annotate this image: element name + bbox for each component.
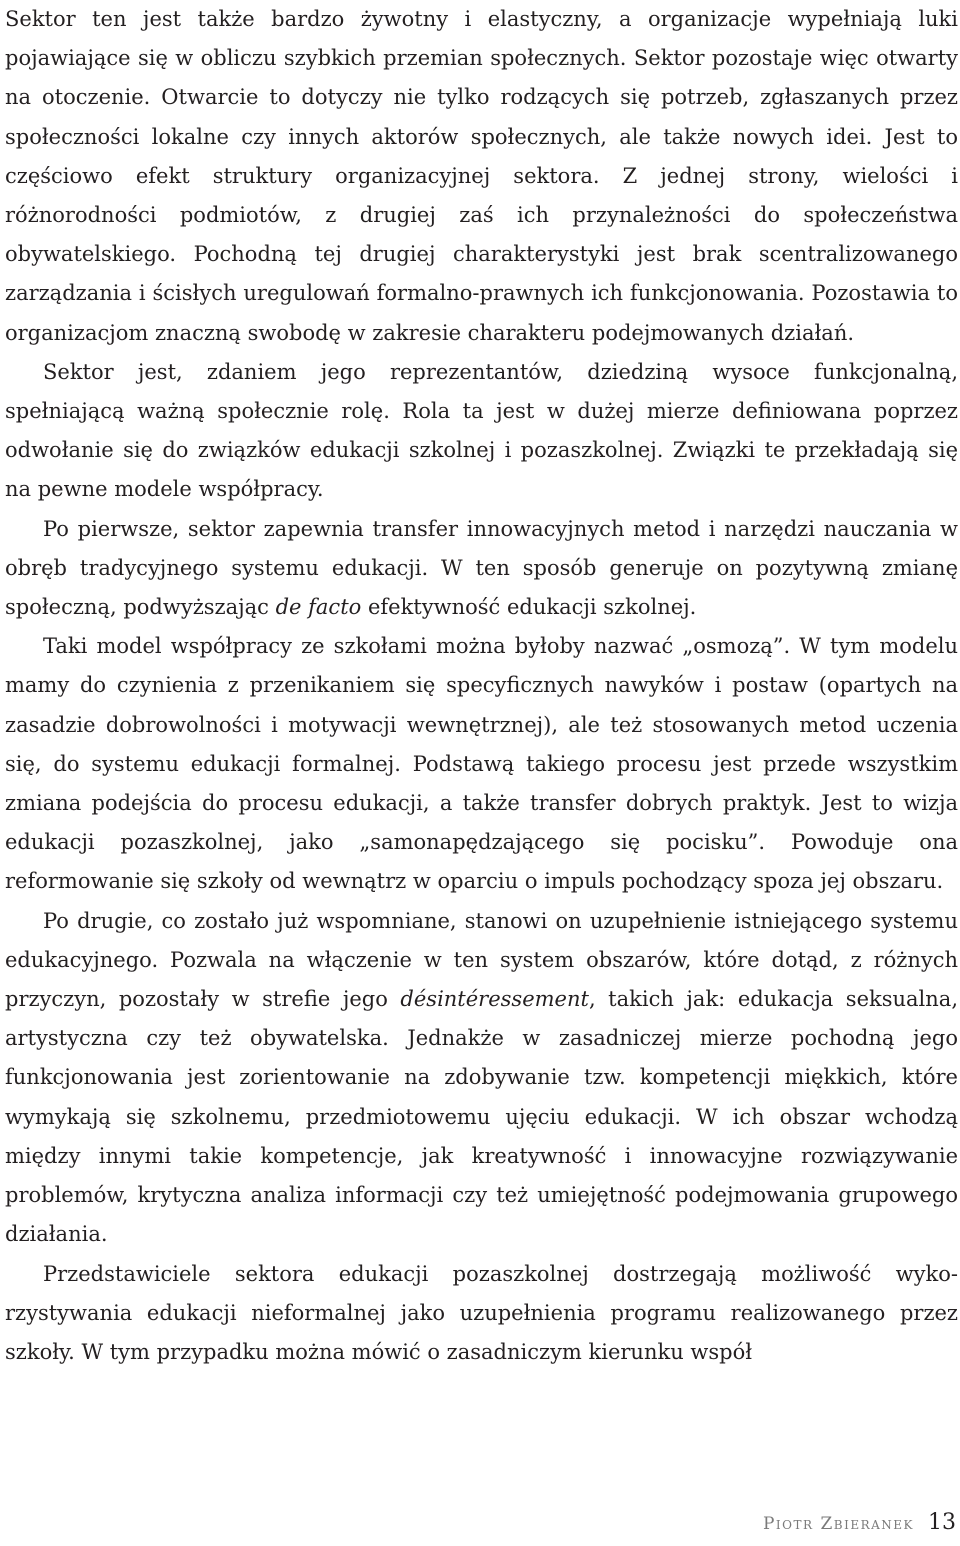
paragraph-5 (5, 902, 958, 1255)
paragraph-4 (5, 627, 958, 901)
paragraph-text-segment: désintéressement (400, 987, 589, 1012)
paragraph-text-segment: efektywność edukacji szkolnej. (361, 595, 697, 620)
paragraph-text-segment: Przedstawiciele sektora edukacji pozaszkolnej dostrzegają możliwość wykorzystywania edukacji nieformalnej jako uzupełnienia programu realizowanego przez szkoły. W tym przypadku można mówić o zasadniczym kierunku współ (5, 1261, 958, 1364)
page-number: 13 (928, 1510, 956, 1535)
footer-author: Piotr Zbieranek (762, 1514, 914, 1534)
paragraph-2 (5, 353, 958, 510)
paragraph-text-segment: Sektor jest, zdaniem jego reprezentantów, dziedziną wysoce funkcjonalną, spełniającą ważną społecznie rolę. Rola ta jest w dużej mierze definiowana poprzez odwołanie się do związków edukacji szkolnej i pozaszkolnej. Związki te przekładają się na pewne modele współpracy. (5, 359, 958, 502)
paragraph-3 (5, 510, 958, 628)
paragraph-text-segment: Po drugie, co zostało już wspomniane, stanowi on uzupełnienie istniejącego systemu edukacyjnego. Pozwala na włączenie w ten system obszarów, które dotąd, z różnych przyczyn, pozostały w strefie jego (5, 908, 958, 1012)
page-body (5, 0, 958, 1372)
paragraph-6 (5, 1255, 958, 1373)
paragraph-text-segment: Taki model współpracy ze szkołami można byłoby nazwać „osmozą”. W tym modelu mamy do czynienia z przenikaniem się specyficznych nawyków i postaw (opartych na zasadzie dobrowolności i motywacji wewnętrznej), ale też stosowanych metod uczenia się, do systemu edukacji formalnej. Podstawą takiego procesu jest przede wszystkim zmiana podejścia do procesu edukacji, a także transfer dobrych praktyk. Jest to wizja edukacji pozaszkolnej, jako „samonapędzającego się pocisku”. Powoduje ona reformowanie się szkoły od wewnątrz w oparciu o impuls pochodzący spoza jej obszaru. (5, 634, 958, 894)
paragraph-1 (5, 0, 958, 353)
paragraph-text-segment: , takich jak: edukacja seksualna, artystyczna czy też obywatelska. Jednakże w zasadniczej mierze pochodną jego funkcjonowania jest zorientowanie na zdobywanie tzw. kompetencji miękkich, które wymykają się szkolnemu, przedmiotowemu ujęciu edukacji. W ich obszar wchodzą między innymi takie kompetencje, jak kreatywność i innowacyjne rozwiązywanie problemów, krytyczna analiza informacji czy też umiejętność podejmowania grupowego działania. (5, 987, 958, 1247)
paragraph-text-segment: Po pierwsze, sektor zapewnia transfer innowacyjnych metod i narzędzi nauczania w obręb tradycyjnego systemu edukacji. W ten sposób generuje on pozytywną zmianę społeczną, podwyższając (5, 516, 958, 620)
paragraph-text-segment: de facto (275, 595, 362, 620)
paragraph-text-segment: Sektor ten jest także bardzo żywotny i elastyczny, a organizacje wypełniają luki pojawiające się w obliczu szybkich przemian społecznych. Sektor pozostaje więc otwarty na otoczenie. Otwarcie to dotyczy nie tylko rodzących się potrzeb, zgłaszanych przez społeczności lokalne czy innych aktorów społecznych, ale także nowych idei. Jest to częściowo efekt struktury organizacyjnej sektora. Z jednej strony, wielości i różnorodności podmiotów, z drugiej zaś ich przynależności do społeczeństwa obywatelskiego. Pochodną tej drugiej charakterystyki jest brak scentralizowanego zarządzania i ścisłych uregulowań formalno-prawnych ich funkcjonowania. Pozostawia to organizacjom znaczną swobodę w zakresie charakteru podejmowanych działań. (5, 7, 958, 345)
running-footer (763, 1510, 956, 1546)
